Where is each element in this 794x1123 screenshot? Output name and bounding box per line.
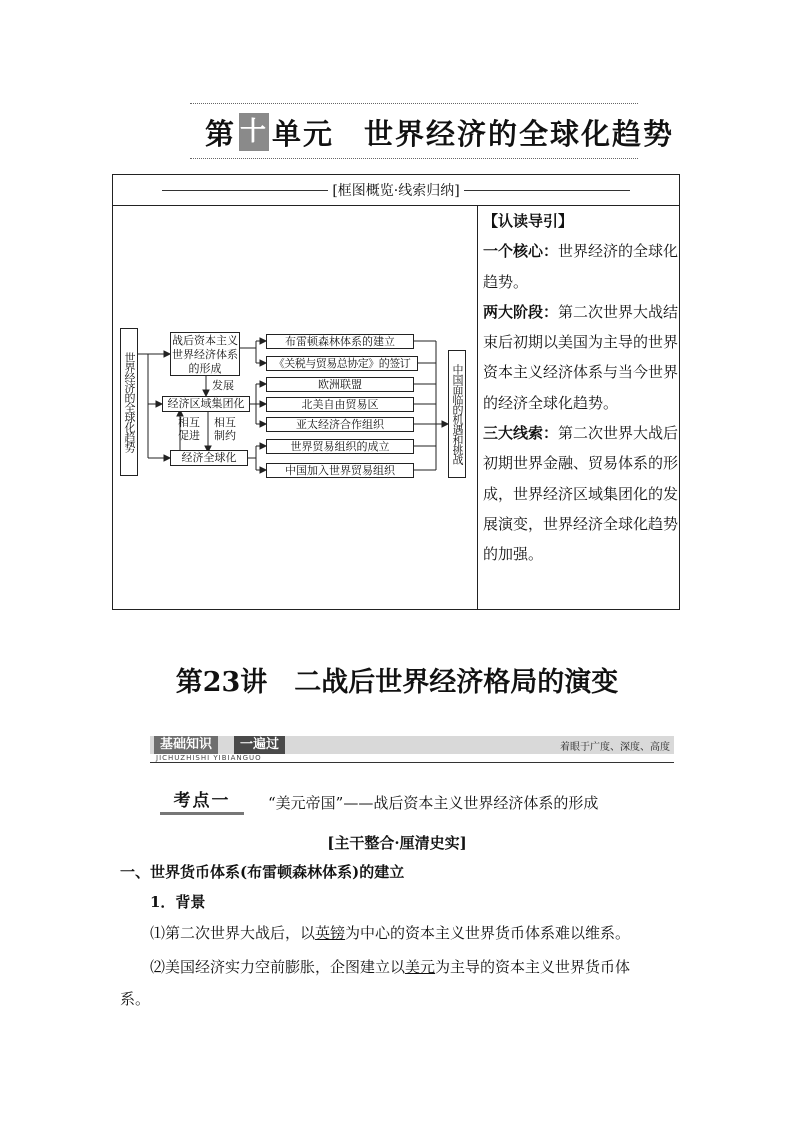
section-banner <box>150 736 674 762</box>
banner-pinyin: JICHUZHISHI YIBIANGUO <box>156 754 262 762</box>
banner-slogan: 着眼于广度、深度、高度 <box>560 742 670 753</box>
title-dotted-rule-bottom <box>190 158 638 159</box>
banner-label-basic: 基础知识 <box>154 736 218 754</box>
diagram-restrict-label: 相互制约 <box>214 416 236 442</box>
kaodian-tag: 考点一 <box>160 790 244 814</box>
paragraph-2: ⑵美国经济实力空前膨胀，企图建立以美元为主导的资本主义世界货币体 <box>150 958 631 976</box>
framework-header-text: [框图概览·线索归纳] <box>328 183 463 199</box>
paragraph-1: ⑴第二次世界大战后，以英镑为中心的资本主义世界货币体系难以维系。 <box>150 924 631 942</box>
lecture-title: 第23讲 二战后世界经济格局的演变 <box>175 667 619 698</box>
paragraph-2-cont: 系。 <box>120 990 151 1008</box>
guide-stages-label: 两大阶段： <box>483 302 559 321</box>
diagram-item-china-wto: 中国加入世界贸易组织 <box>266 463 414 478</box>
diagram-item-apec: 亚太经济合作组织 <box>266 417 414 432</box>
diagram-item-bretton-woods: 布雷顿森林体系的建立 <box>266 334 414 349</box>
title-dotted-rule-top <box>190 103 638 104</box>
diagram-core-theme: 世界经济的全球化趋势 <box>120 328 138 476</box>
unit-name: 世界经济的全球化趋势 <box>364 116 675 151</box>
unit-number: 十 <box>239 113 269 151</box>
diagram-item-gatt: 《关税与贸易总协定》的签订 <box>266 356 418 371</box>
unit-suffix: 单元 <box>272 116 335 151</box>
unit-prefix: 第 <box>205 116 237 151</box>
diagram-item-wto: 世界贸易组织的成立 <box>266 439 414 454</box>
kaodian-title: “美元帝国”——战后资本主义世界经济体系的形成 <box>268 794 599 812</box>
unit-title <box>205 112 674 152</box>
framework-header <box>112 174 680 206</box>
guide-stages-text: 第二次世界大战结束后初期以美国为主导的世界资本主义经济体系与当今世界的经济全球化趋势。 <box>483 302 679 412</box>
diagram-item-nafta: 北美自由贸易区 <box>266 397 414 412</box>
diagram-item-eu: 欧洲联盟 <box>266 377 414 392</box>
answer-pound: 英镑 <box>315 924 346 942</box>
reading-guide <box>483 206 679 570</box>
guide-core-label: 一个核心： <box>483 242 559 261</box>
guide-clues-text: 第二次世界大战后初期世界金融、贸易体系的形成，世界经济区域集团化的发展演变，世界经济全球化趋势的加强。 <box>483 424 679 564</box>
framework-divider <box>477 206 478 610</box>
diagram-china-challenges: 中国面临的机遇和挑战 <box>448 350 466 478</box>
diagram-develop-label: 发展 <box>212 379 234 392</box>
answer-dollar: 美元 <box>405 958 436 976</box>
banner-label-once: 一遍过 <box>234 736 285 754</box>
section-heading: 一、世界货币体系(布雷顿森林体系)的建立 <box>120 863 405 881</box>
diagram-promote-label: 相互促进 <box>178 416 200 442</box>
guide-heading: 【认读导引】 <box>483 212 574 230</box>
diagram-stage-global: 经济全球化 <box>170 450 248 466</box>
diagram-stage-formation: 战后资本主义世界经济体系的形成 <box>172 334 238 375</box>
diagram-stage-regional: 经济区域集团化 <box>162 396 250 412</box>
guide-core-text: 世界经济的全球化趋势。 <box>483 242 679 291</box>
sub-heading: [主干整合·厘清史实] <box>327 834 467 852</box>
item-background: 1．背景 <box>150 893 206 911</box>
guide-clues-label: 三大线索： <box>483 424 559 443</box>
concept-diagram <box>118 326 473 481</box>
